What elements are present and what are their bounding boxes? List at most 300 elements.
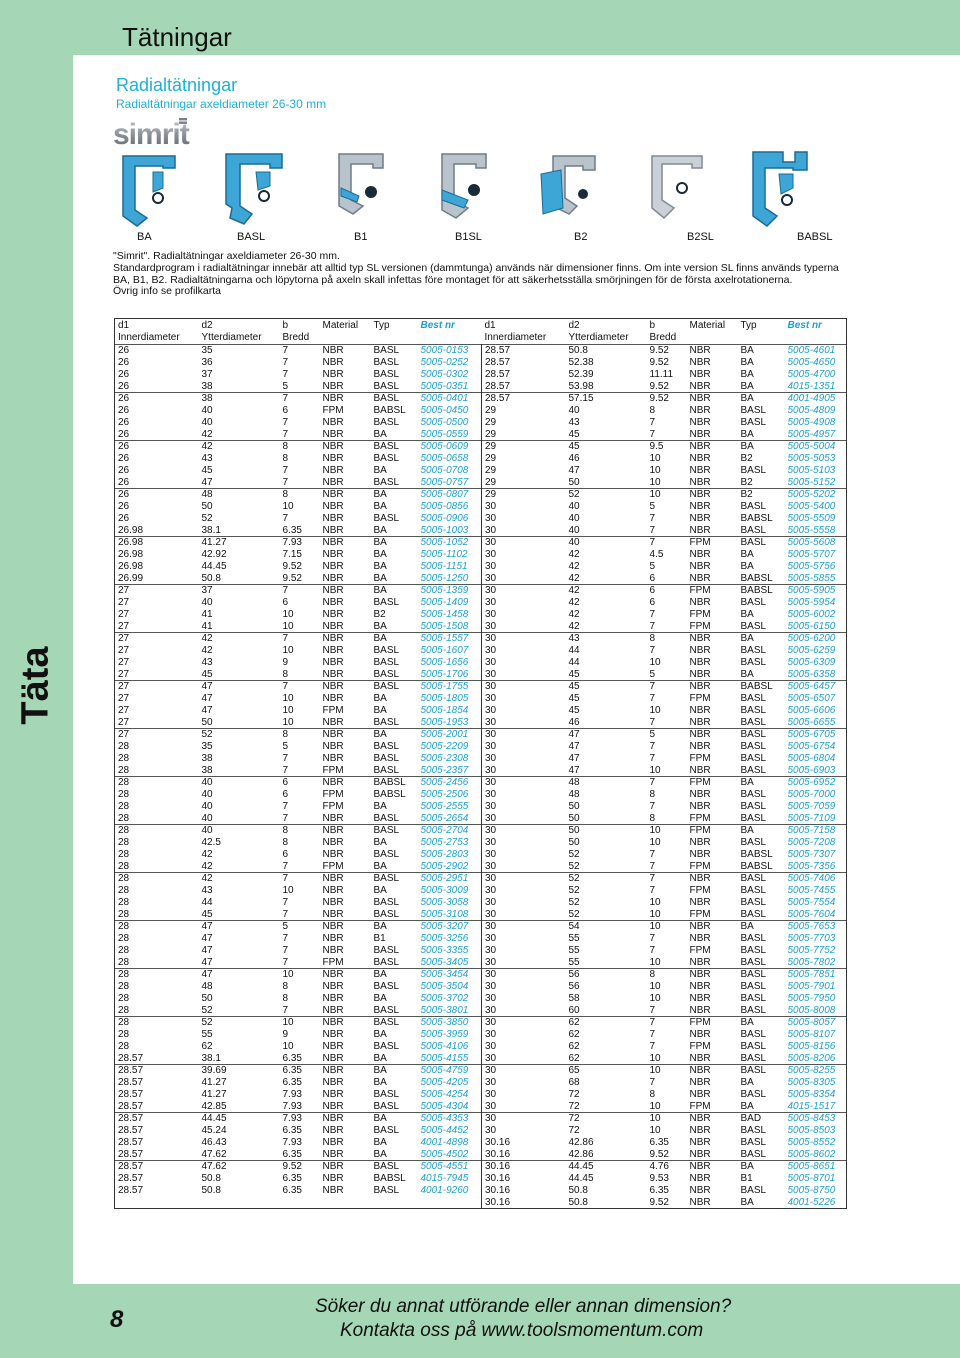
table-cell: 7 xyxy=(282,476,289,488)
table-cell: NBR xyxy=(322,597,344,608)
table-cell: 44 xyxy=(568,657,580,668)
table-cell: 10 xyxy=(649,705,661,716)
table-cell: 6 xyxy=(649,572,656,584)
profile-babsl-icon xyxy=(743,148,815,228)
best-nr-cell: 5005-4254 xyxy=(420,1089,469,1100)
col-d1-header: d1 xyxy=(484,319,496,331)
best-nr-cell: 5005-6358 xyxy=(787,668,836,680)
sidebar-band xyxy=(0,0,73,1358)
table-cell: NBR xyxy=(689,921,711,933)
table-row xyxy=(115,417,847,429)
table-cell: 28.57 xyxy=(482,369,566,381)
best-nr-cell: 5005-1706 xyxy=(420,668,469,680)
profile-type-label: B1SL xyxy=(455,231,482,243)
empty-cell xyxy=(687,332,738,345)
table-cell: BASL xyxy=(740,969,767,981)
table-cell: 28.57 xyxy=(118,1077,144,1088)
table-cell: 47 xyxy=(201,681,213,693)
best-nr-cell: 5005-6804 xyxy=(787,753,836,764)
table-cell: NBR xyxy=(322,777,344,789)
table-cell: BASL xyxy=(373,345,400,357)
table-cell: NBR xyxy=(322,513,344,524)
table-cell: 42 xyxy=(568,585,580,597)
table-row xyxy=(115,897,847,909)
table-cell: 10 xyxy=(649,1113,661,1125)
table-row xyxy=(115,1173,847,1185)
table-cell: NBR xyxy=(689,1196,711,1208)
table-cell: 8 xyxy=(282,453,289,464)
table-cell: 7 xyxy=(649,609,656,620)
best-nr-cell: 5005-3355 xyxy=(420,945,469,956)
table-row xyxy=(115,1161,847,1173)
table-row xyxy=(115,357,847,369)
table-cell: FPM xyxy=(689,753,711,764)
table-cell: NBR xyxy=(322,441,344,453)
best-nr-cell: 5005-7604 xyxy=(787,908,836,920)
table-cell: 7 xyxy=(649,1041,656,1052)
table-cell: 7 xyxy=(649,537,656,549)
table-cell: 42.86 xyxy=(568,1137,594,1148)
table-cell: BASL xyxy=(373,1185,400,1196)
table-cell: 30 xyxy=(482,501,566,513)
best-nr-cell: 5005-7158 xyxy=(787,825,836,837)
table-cell: 38 xyxy=(201,753,213,764)
table-cell: NBR xyxy=(322,1041,344,1052)
table-cell: BA xyxy=(740,609,754,620)
table-cell: 40 xyxy=(201,777,213,789)
table-cell: 8 xyxy=(282,729,289,741)
best-nr-cell: 5005-1508 xyxy=(420,620,469,632)
table-cell: 7 xyxy=(649,849,656,860)
table-cell: BA xyxy=(740,357,754,368)
table-cell: 26 xyxy=(118,476,130,488)
table-row xyxy=(115,813,847,825)
table-cell: 46 xyxy=(568,453,580,464)
table-cell: NBR xyxy=(322,524,344,536)
table-cell: 45 xyxy=(568,428,580,440)
table-cell: BA xyxy=(740,369,754,380)
table-cell: 30 xyxy=(482,849,566,861)
best-nr-cell: 5005-5905 xyxy=(787,585,836,597)
table-cell: BASL xyxy=(373,849,400,860)
table-cell: 8 xyxy=(649,969,656,981)
table-cell: BASL xyxy=(373,908,400,920)
table-cell: NBR xyxy=(322,945,344,956)
table-cell: 7 xyxy=(649,933,656,944)
table-cell: NBR xyxy=(322,476,344,488)
table-cell: 28.57 xyxy=(118,1052,144,1064)
table-row xyxy=(115,1101,847,1113)
table-cell: 26 xyxy=(118,501,130,512)
table-cell: FPM xyxy=(689,885,711,896)
best-nr-cell: 5005-2308 xyxy=(420,753,469,764)
table-cell: 28 xyxy=(118,885,130,896)
table-cell: FPM xyxy=(689,620,711,632)
table-cell: 10 xyxy=(282,501,294,512)
table-cell: NBR xyxy=(689,969,711,981)
table-cell: 28 xyxy=(118,981,130,992)
table-cell: BASL xyxy=(740,873,767,885)
best-nr-cell: 5005-6200 xyxy=(787,633,836,645)
table-cell: 7 xyxy=(282,945,289,956)
table-cell: 44.45 xyxy=(201,1113,227,1125)
table-cell: BA xyxy=(740,345,754,357)
table-cell: 28 xyxy=(118,969,130,981)
table-cell: FPM xyxy=(689,945,711,956)
table-cell: 52 xyxy=(568,908,580,920)
best-nr-cell: 5005-4650 xyxy=(787,357,836,368)
table-cell: 27 xyxy=(118,693,130,704)
best-nr-cell: 5005-8305 xyxy=(787,1077,836,1088)
table-cell: BA xyxy=(373,837,387,848)
table-cell: BA xyxy=(373,729,387,741)
best-nr-cell: 5005-7554 xyxy=(787,897,836,908)
table-cell: NBR xyxy=(322,681,344,693)
table-cell: 28 xyxy=(118,825,130,837)
table-cell: 30 xyxy=(482,909,566,921)
best-nr-cell: 5005-2456 xyxy=(420,777,469,789)
table-cell: NBR xyxy=(689,716,711,728)
best-nr-cell: 5005-7059 xyxy=(787,801,836,812)
best-nr-cell: 5005-2357 xyxy=(420,764,469,776)
table-cell: BASL xyxy=(740,885,767,896)
table-cell: 45 xyxy=(201,668,213,680)
best-nr-cell: 5005-8651 xyxy=(787,1161,836,1173)
table-cell: 44.45 xyxy=(568,1161,594,1173)
table-cell: 28.57 xyxy=(482,393,566,405)
table-cell: 50 xyxy=(568,825,580,837)
table-cell: BASL xyxy=(740,501,767,512)
best-nr-cell: 5005-0807 xyxy=(420,489,469,501)
table-cell: 52 xyxy=(568,885,580,896)
table-cell: 50.8 xyxy=(201,1185,221,1196)
best-nr-cell: 5005-4551 xyxy=(420,1161,469,1173)
col-typ-header: Typ xyxy=(740,319,757,331)
table-cell: 7 xyxy=(649,645,656,656)
table-cell: 9 xyxy=(282,657,289,668)
table-row xyxy=(115,729,847,741)
best-nr-cell: 5005-5400 xyxy=(787,501,836,512)
table-cell: NBR xyxy=(689,1089,711,1100)
table-cell xyxy=(199,1197,280,1209)
table-cell: 72 xyxy=(568,1113,580,1125)
table-cell: BASL xyxy=(740,981,767,992)
table-cell: 30.16 xyxy=(482,1185,566,1197)
table-cell: 44 xyxy=(201,897,213,908)
table-cell: 27 xyxy=(118,705,130,716)
table-cell: 57.15 xyxy=(568,393,594,405)
best-nr-cell: 5005-5509 xyxy=(787,513,836,524)
table-cell: NBR xyxy=(322,753,344,764)
table-cell: 7 xyxy=(282,897,289,908)
table-cell: FPM xyxy=(689,609,711,620)
table-cell: 42 xyxy=(568,609,580,620)
table-cell: 28.57 xyxy=(118,1137,144,1148)
table-cell: FPM xyxy=(689,1017,711,1029)
table-cell: 27 xyxy=(118,716,130,728)
table-cell: NBR xyxy=(689,428,711,440)
table-cell: 27 xyxy=(118,681,130,693)
table-cell: 52 xyxy=(201,1017,213,1029)
table-cell: 35 xyxy=(201,345,213,357)
table-cell: BA xyxy=(373,705,387,716)
table-cell: FPM xyxy=(689,777,711,789)
table-cell: NBR xyxy=(689,956,711,968)
table-cell: BASL xyxy=(373,369,400,380)
table-cell: 50 xyxy=(568,812,580,824)
table-cell: 5 xyxy=(649,729,656,741)
table-cell: 28 xyxy=(118,741,130,752)
table-cell: 8 xyxy=(282,825,289,837)
table-cell: 52 xyxy=(568,897,580,908)
table-cell: 26 xyxy=(118,428,130,440)
table-row xyxy=(115,1077,847,1089)
table-cell: NBR xyxy=(689,441,711,453)
table-row xyxy=(115,477,847,489)
simrit-logo xyxy=(113,116,203,148)
table-cell: 62 xyxy=(568,1029,580,1040)
profile-type-labels xyxy=(113,231,845,245)
best-nr-cell: 5005-7307 xyxy=(787,849,836,860)
table-cell: 29 xyxy=(482,477,566,489)
table-cell: BASL xyxy=(373,417,400,428)
best-nr-cell: 5005-6952 xyxy=(787,777,836,789)
table-cell: 50.8 xyxy=(568,1196,588,1208)
table-row xyxy=(115,645,847,657)
table-cell: 42 xyxy=(568,620,580,632)
table-cell: 30 xyxy=(482,549,566,561)
best-nr-cell: 5005-4452 xyxy=(420,1125,469,1136)
table-cell: 62 xyxy=(568,1052,580,1064)
best-nr-cell: 5005-3801 xyxy=(420,1004,469,1016)
table-cell: 29 xyxy=(482,417,566,429)
table-cell: BASL xyxy=(373,357,400,368)
table-cell: 7 xyxy=(282,417,289,428)
table-cell: NBR xyxy=(322,1125,344,1136)
table-cell: 40 xyxy=(201,597,213,608)
table-cell: 37 xyxy=(201,369,213,380)
table-cell: 9.52 xyxy=(649,357,669,368)
table-cell: 27 xyxy=(118,729,130,741)
table-cell: 10 xyxy=(282,645,294,656)
table-cell: 10 xyxy=(282,609,294,620)
best-nr-cell: 5005-3108 xyxy=(420,908,469,920)
table-cell: BASL xyxy=(740,705,767,716)
profile-ba-icon xyxy=(113,148,185,228)
table-cell: BASL xyxy=(740,1137,767,1148)
table-cell: BABSL xyxy=(740,572,773,584)
best-nr-cell: 5005-7703 xyxy=(787,933,836,944)
table-cell: 38.1 xyxy=(201,1052,221,1064)
table-cell: BABSL xyxy=(740,681,773,693)
table-cell: BASL xyxy=(740,1004,767,1016)
table-row xyxy=(115,885,847,897)
table-cell: 30.16 xyxy=(482,1161,566,1173)
table-cell: NBR xyxy=(689,1125,711,1136)
table-cell: BA xyxy=(740,921,754,933)
best-nr-cell: 5005-2902 xyxy=(420,860,469,872)
table-cell: NBR xyxy=(322,1065,344,1077)
table-cell: 40 xyxy=(201,825,213,837)
table-cell: BA xyxy=(373,921,387,933)
table-cell: 28 xyxy=(118,1029,130,1040)
table-cell: 45 xyxy=(201,908,213,920)
table-cell: 10 xyxy=(649,993,661,1004)
table-cell: 29 xyxy=(482,465,566,477)
table-cell: 30 xyxy=(482,957,566,969)
table-cell: BA xyxy=(373,1052,387,1064)
table-cell: 47 xyxy=(201,693,213,704)
table-cell: 50 xyxy=(568,801,580,812)
table-cell: NBR xyxy=(689,453,711,464)
table-cell: BASL xyxy=(373,825,400,837)
table-cell: NBR xyxy=(322,716,344,728)
table-cell: NBR xyxy=(689,764,711,776)
table-cell: BABSL xyxy=(740,585,773,597)
table-cell: BA xyxy=(740,393,754,405)
intro-line: "Simrit". Radialtätningar axeldiameter 26-30 mm. xyxy=(113,250,340,262)
table-cell: 55 xyxy=(568,933,580,944)
table-cell: BASL xyxy=(740,1148,767,1160)
profile-b2sl-icon xyxy=(638,148,710,228)
footer-line-1: Söker du annat utförande eller annan dimension? xyxy=(315,1296,732,1317)
table-cell: NBR xyxy=(322,428,344,440)
best-nr-cell: 5005-4205 xyxy=(420,1077,469,1088)
table-cell: 47.62 xyxy=(201,1161,227,1173)
table-cell: 30 xyxy=(482,597,566,609)
table-cell: 52 xyxy=(568,873,580,885)
table-cell: BA xyxy=(373,465,387,476)
table-cell: 42 xyxy=(201,428,213,440)
table-cell: BA xyxy=(740,1161,754,1173)
table-cell: BASL xyxy=(740,812,767,824)
table-cell: FPM xyxy=(322,956,344,968)
table-cell: NBR xyxy=(322,825,344,837)
table-row xyxy=(115,993,847,1005)
table-cell: 47 xyxy=(201,969,213,981)
table-cell: 30 xyxy=(482,825,566,837)
table-cell: 50 xyxy=(568,476,580,488)
table-cell: NBR xyxy=(322,1161,344,1173)
table-cell: BA xyxy=(373,620,387,632)
table-row xyxy=(115,849,847,861)
best-nr-cell: 5005-2506 xyxy=(420,789,469,800)
table-cell: BASL xyxy=(373,812,400,824)
table-cell: 52.39 xyxy=(568,369,594,380)
table-cell: BA xyxy=(740,380,754,392)
table-cell: 50 xyxy=(201,501,213,512)
best-nr-cell: 5005-0559 xyxy=(420,428,469,440)
footer-line-2: Kontakta oss på www.toolsmomentum.com xyxy=(340,1320,704,1341)
table-cell: NBR xyxy=(689,729,711,741)
table-row xyxy=(115,609,847,621)
table-row xyxy=(115,489,847,501)
table-row xyxy=(115,345,847,357)
table-cell: NBR xyxy=(689,1029,711,1040)
table-cell: 10 xyxy=(649,465,661,476)
table-cell: 5 xyxy=(649,501,656,512)
table-cell: FPM xyxy=(689,537,711,549)
page-title: Tätningar xyxy=(122,22,232,52)
table-cell: 7 xyxy=(649,777,656,789)
table-cell: BASL xyxy=(740,837,767,848)
best-nr-cell: 5005-0153 xyxy=(420,345,469,357)
table-header xyxy=(115,319,847,345)
table-cell: 42.92 xyxy=(201,549,227,560)
table-cell: 47 xyxy=(568,729,580,741)
best-nr-cell: 5005-3405 xyxy=(420,956,469,968)
table-cell: 7.93 xyxy=(282,1113,302,1125)
table-cell: NBR xyxy=(322,885,344,896)
table-cell: FPM xyxy=(322,764,344,776)
best-nr-cell: 5005-8701 xyxy=(787,1173,836,1184)
table-cell: NBR xyxy=(322,933,344,944)
table-cell: 26.98 xyxy=(118,524,144,536)
table-cell: 44.45 xyxy=(201,561,227,572)
table-cell: 50.8 xyxy=(568,1185,588,1196)
table-cell: NBR xyxy=(322,1148,344,1160)
best-nr-cell: 5005-2209 xyxy=(420,741,469,752)
table-cell: FPM xyxy=(689,1100,711,1112)
best-nr-cell: 5005-1607 xyxy=(420,645,469,656)
best-nr-cell: 5005-1151 xyxy=(420,561,468,572)
table-cell: BABSL xyxy=(740,860,773,872)
table-cell: 38 xyxy=(201,764,213,776)
table-cell: BA xyxy=(740,1100,754,1112)
table-cell: NBR xyxy=(689,1173,711,1184)
table-cell: 10 xyxy=(282,705,294,716)
table-cell: NBR xyxy=(322,561,344,572)
best-nr-cell: 5005-1854 xyxy=(420,705,469,716)
best-nr-cell: 5005-5855 xyxy=(787,572,836,584)
table-cell: 40 xyxy=(201,812,213,824)
table-cell: NBR xyxy=(322,1100,344,1112)
table-cell: 47 xyxy=(201,476,213,488)
table-cell: 42.86 xyxy=(568,1148,594,1160)
table-cell: NBR xyxy=(322,549,344,560)
table-cell: 28.57 xyxy=(482,381,566,393)
best-nr-cell: 4001-4905 xyxy=(787,393,836,405)
best-nr-cell: 5005-6259 xyxy=(787,645,836,656)
table-cell: BA xyxy=(373,561,387,572)
table-cell: 40 xyxy=(568,501,580,512)
table-cell: NBR xyxy=(689,501,711,512)
best-nr-cell: 5005-6002 xyxy=(787,609,836,620)
table-cell: 10 xyxy=(649,908,661,920)
table-cell: BA xyxy=(740,549,754,560)
profile-type-label: BASL xyxy=(237,231,266,243)
table-cell: 72 xyxy=(568,1125,580,1136)
best-nr-cell: 5005-3454 xyxy=(420,969,469,981)
col-typ-header: Typ xyxy=(373,319,390,331)
best-nr-cell: 5005-1250 xyxy=(420,572,469,584)
table-cell: NBR xyxy=(689,873,711,885)
table-cell: 28 xyxy=(118,873,130,885)
table-cell: 42.85 xyxy=(201,1100,227,1112)
profile-basl-icon xyxy=(218,148,290,228)
table-cell: NBR xyxy=(689,1113,711,1125)
table-cell: 30 xyxy=(482,525,566,537)
best-nr-cell: 5005-1656 xyxy=(420,657,469,668)
best-nr-cell: 5005-5004 xyxy=(787,441,836,453)
table-cell: 65 xyxy=(568,1065,580,1077)
table-cell: 28 xyxy=(118,933,130,944)
table-cell: BASL xyxy=(373,1004,400,1016)
table-cell: BASL xyxy=(740,1041,767,1052)
table-cell: 53.98 xyxy=(568,380,594,392)
table-cell: 28 xyxy=(118,993,130,1004)
table-cell: 26.99 xyxy=(118,572,144,584)
